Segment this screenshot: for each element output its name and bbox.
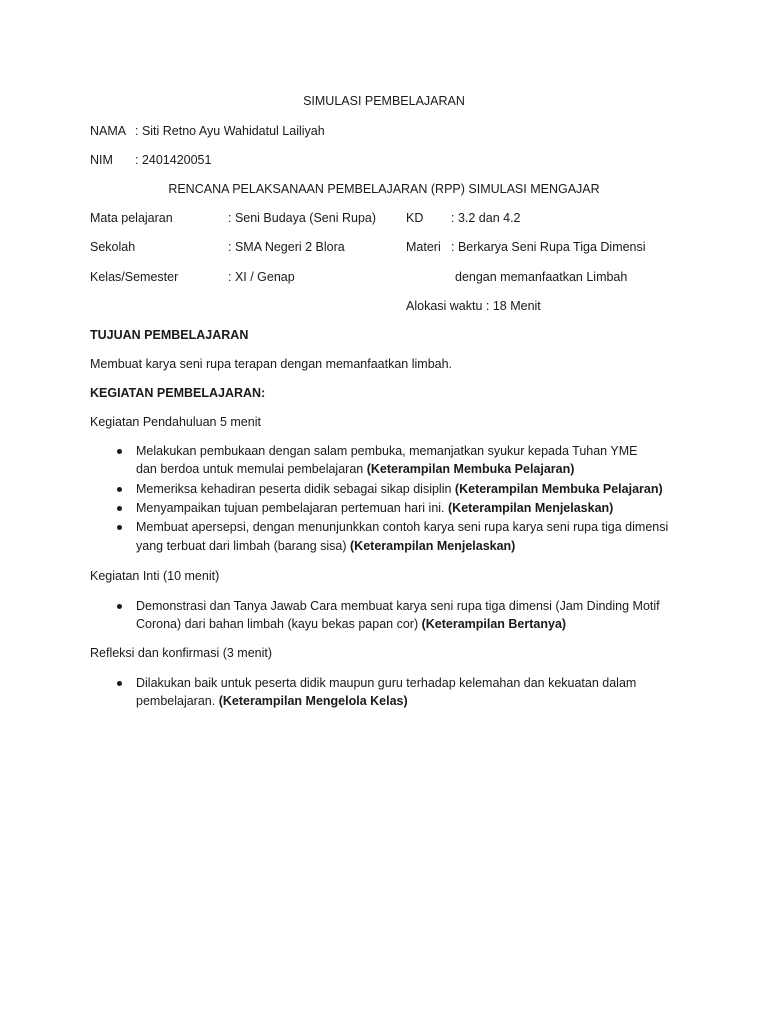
mapel-value: : Seni Budaya (Seni Rupa) <box>228 211 377 225</box>
sekolah-label: Sekolah <box>90 240 136 254</box>
pendahuluan-item-4-line1: Membuat apersepsi, dengan menunjunkkan contoh karya seni rupa karya seni rupa tiga dimensi <box>136 520 669 534</box>
pendahuluan-item-1-line2: dan berdoa untuk memulai pembelajaran (Keterampilan Membuka Pelajaran) <box>136 462 575 476</box>
refleksi-item-1-line2: pembelajaran. (Keterampilan Mengelola Kelas) <box>136 694 408 708</box>
inti-item-1-line2: Corona) dari bahan limbah (kayu bekas papan cor) (Keterampilan Bertanya) <box>136 617 567 631</box>
bullet-icon <box>117 525 122 530</box>
bullet-icon <box>117 487 122 492</box>
inti-heading: Kegiatan Inti (10 menit) <box>90 569 220 583</box>
pendahuluan-item-1-line1: Melakukan pembukaan dengan salam pembuka, memanjatkan syukur kepada Tuhan YME <box>136 444 638 458</box>
kegiatan-heading: KEGIATAN PEMBELAJARAN: <box>90 386 266 400</box>
bullet-icon <box>117 604 122 609</box>
bullet-icon <box>117 449 122 454</box>
sekolah-value: : SMA Negeri 2 Blora <box>228 240 345 254</box>
nim-label: NIM <box>90 153 113 167</box>
bullet-icon <box>117 681 122 686</box>
nama-label: NAMA <box>90 124 127 138</box>
kelas-value: : XI / Genap <box>228 270 295 284</box>
document-title: SIMULASI PEMBELAJARAN <box>303 94 465 108</box>
alokasi-waktu: Alokasi waktu : 18 Menit <box>406 299 541 313</box>
materi-label: Materi <box>406 240 441 254</box>
refleksi-item-1-line1: Dilakukan baik untuk peserta didik maupun guru terhadap kelemahan dan kekuatan dalam <box>136 676 637 690</box>
nim-value: : 2401420051 <box>135 153 212 167</box>
kd-label: KD <box>406 211 424 225</box>
tujuan-heading: TUJUAN PEMBELAJARAN <box>90 328 249 342</box>
pendahuluan-heading: Kegiatan Pendahuluan 5 menit <box>90 415 261 429</box>
materi-value: : Berkarya Seni Rupa Tiga Dimensi <box>451 240 646 254</box>
pendahuluan-item-2: Memeriksa kehadiran peserta didik sebagai sikap disiplin (Keterampilan Membuka Pelajaran) <box>136 482 663 496</box>
inti-item-1-line1: Demonstrasi dan Tanya Jawab Cara membuat karya seni rupa tiga dimensi (Jam Dinding Motif <box>136 599 660 613</box>
rpp-title: RENCANA PELAKSANAAN PEMBELAJARAN (RPP) SIMULASI MENGAJAR <box>168 182 600 196</box>
pendahuluan-item-4-line2: yang terbuat dari limbah (barang sisa) (Keterampilan Menjelaskan) <box>136 539 516 553</box>
mapel-label: Mata pelajaran <box>90 211 173 225</box>
bullet-icon <box>117 506 122 511</box>
kd-value: : 3.2 dan 4.2 <box>451 211 521 225</box>
refleksi-heading: Refleksi dan konfirmasi (3 menit) <box>90 646 273 660</box>
materi-value-continued: dengan memanfaatkan Limbah <box>455 270 628 284</box>
tujuan-text: Membuat karya seni rupa terapan dengan memanfaatkan limbah. <box>90 357 453 371</box>
kelas-label: Kelas/Semester <box>90 270 179 284</box>
pendahuluan-item-3: Menyampaikan tujuan pembelajaran pertemuan hari ini. (Keterampilan Menjelaskan) <box>136 501 614 515</box>
nama-value: : Siti Retno Ayu Wahidatul Lailiyah <box>135 124 325 138</box>
